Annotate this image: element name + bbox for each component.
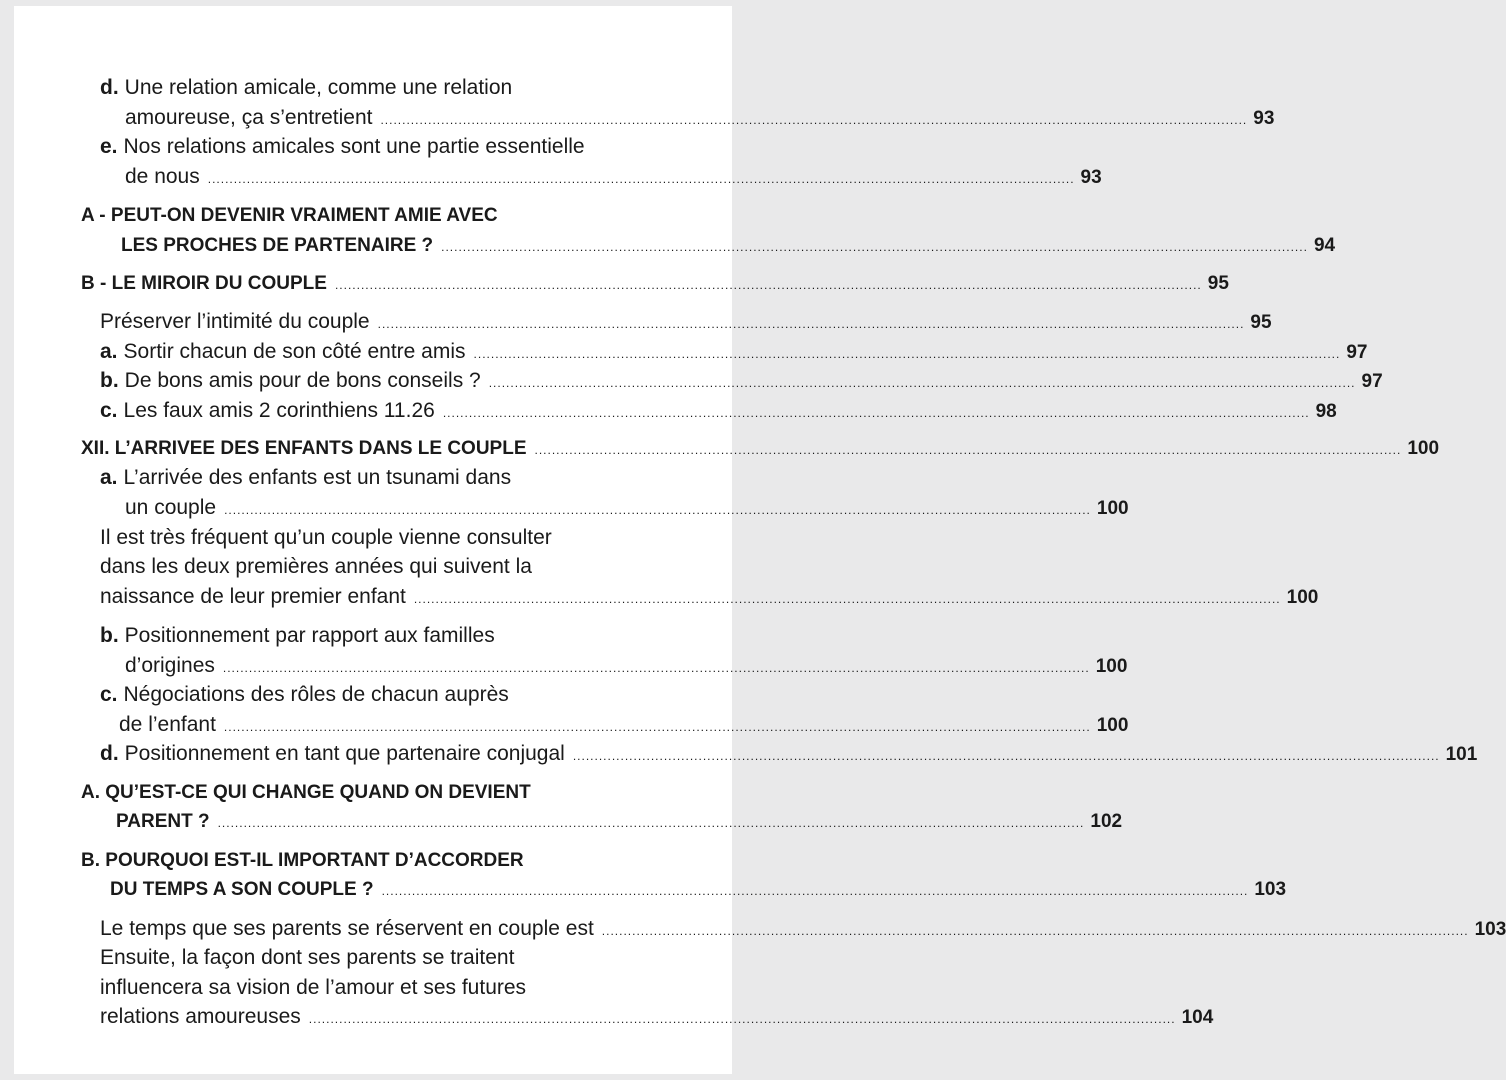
entry-text: Positionnement en tant que partenaire conjugal	[124, 742, 565, 765]
entry-text: Une relation amicale, comme une relation	[124, 76, 513, 99]
entry-label: e.	[100, 135, 118, 158]
page-number: 93	[1253, 108, 1275, 129]
toc-entry-continuation	[125, 493, 1129, 523]
toc-section-a-parent	[81, 778, 531, 808]
dot-leader: ........................................................................................................................................................................................................	[224, 503, 1091, 517]
entry-label: c.	[100, 683, 118, 706]
page-number: 93	[1080, 167, 1102, 188]
page-number: 98	[1315, 401, 1337, 422]
toc-chapter-xii	[81, 434, 1440, 464]
section-title: B. POURQUOI EST-IL IMPORTANT D’ACCORDER	[81, 850, 524, 871]
entry-label: d.	[100, 76, 119, 99]
toc-entry-e-relations-amicales	[100, 132, 585, 162]
entry-label: a.	[100, 340, 118, 363]
entry-text: L’arrivée des enfants est un tsunami dans	[123, 466, 512, 489]
toc-entry-c-negociations	[100, 680, 509, 710]
entry-text: Il est très fréquent qu’un couple vienne consulter	[100, 526, 552, 549]
entry-label: b.	[100, 624, 119, 647]
entry-text: amoureuse, ça s’entretient	[125, 106, 373, 129]
page-number: 97	[1361, 371, 1383, 392]
book-page	[14, 6, 1506, 1074]
section-title: PARENT ?	[116, 811, 210, 832]
toc-entry-intimite	[100, 307, 1272, 337]
toc-entry-c-faux-amis	[100, 396, 1337, 426]
page-number: 97	[1346, 342, 1368, 363]
page-number: 101	[1445, 744, 1478, 765]
toc-entry-d-partenaire	[100, 739, 1478, 769]
toc-entry-paragraph	[100, 582, 1319, 612]
dot-leader: ........................................................................................................................................................................................................	[442, 406, 1310, 420]
toc-section-continuation	[121, 231, 1336, 261]
dot-leader: ........................................................................................................................................................................................................	[441, 240, 1308, 254]
page-number: 100	[1286, 587, 1319, 608]
section-title: LES PROCHES DE PARTENAIRE ?	[121, 235, 434, 256]
toc-entry-continuation	[125, 162, 1102, 192]
entry-text: Les faux amis 2 corinthiens 11.26	[123, 399, 435, 422]
page-number: 100	[1407, 438, 1440, 459]
toc-entry-b-bons-amis	[100, 366, 1383, 396]
chapter-title: XII. L’ARRIVEE DES ENFANTS DANS LE COUPLE	[81, 438, 527, 459]
entry-label: d.	[100, 742, 119, 765]
entry-text: de l’enfant	[119, 713, 216, 736]
dot-leader: ........................................................................................................................................................................................................	[413, 592, 1281, 606]
dot-leader: ........................................................................................................................................................................................................	[223, 720, 1091, 734]
dot-leader: ........................................................................................................................................................................................................	[207, 172, 1075, 186]
dot-leader: ........................................................................................................................................................................................................	[217, 816, 1085, 830]
page-number: 104	[1181, 1007, 1214, 1028]
section-title: A. QU’EST-CE QUI CHANGE QUAND ON DEVIENT	[81, 782, 531, 803]
section-title: A - PEUT-ON DEVENIR VRAIMENT AMIE AVEC	[81, 205, 498, 226]
entry-text: de nous	[125, 165, 200, 188]
dot-leader: ........................................................................................................................................................................................................	[380, 113, 1248, 127]
entry-text: relations amoureuses	[100, 1005, 301, 1028]
page-number: 95	[1250, 312, 1272, 333]
page-number: 100	[1096, 498, 1129, 519]
toc-entry-paragraph	[100, 1002, 1214, 1032]
section-title: B - LE MIROIR DU COUPLE	[81, 273, 327, 294]
toc-section-continuation	[116, 807, 1123, 837]
toc-section-b-temps	[81, 846, 524, 876]
toc-entry-b-positionnement	[100, 621, 495, 651]
entry-text: naissance de leur premier enfant	[100, 585, 406, 608]
page-number: 102	[1090, 811, 1123, 832]
dot-leader: ........................................................................................................................................................................................................	[473, 347, 1341, 361]
toc-entry-continuation	[119, 710, 1129, 740]
page-number: 103	[1474, 919, 1506, 940]
toc-entry-temps-parents	[100, 914, 1506, 944]
toc-entry-a-sortir	[100, 337, 1368, 367]
dot-leader: ........................................................................................................................................................................................................	[222, 661, 1090, 675]
dot-leader: ........................................................................................................................................................................................................	[334, 278, 1202, 292]
toc-entry-paragraph	[100, 943, 514, 973]
toc-entry-paragraph	[100, 523, 552, 553]
dot-leader: ........................................................................................................................................................................................................	[308, 1012, 1176, 1026]
dot-leader: ........................................................................................................................................................................................................	[601, 924, 1469, 938]
entry-text: dans les deux premières années qui suivent la	[100, 555, 532, 578]
page-number: 95	[1207, 273, 1229, 294]
table-of-contents	[14, 6, 1506, 1074]
toc-entry-d-relation-amicale	[100, 73, 512, 103]
dot-leader: ........................................................................................................................................................................................................	[534, 443, 1402, 457]
page-number: 94	[1313, 235, 1336, 256]
entry-label: a.	[100, 466, 118, 489]
entry-text: Nos relations amicales sont une partie essentielle	[123, 135, 585, 158]
entry-text: De bons amis pour de bons conseils ?	[124, 369, 481, 392]
entry-text: Négociations des rôles de chacun auprès	[123, 683, 509, 706]
toc-section-b-miroir	[81, 269, 1229, 299]
toc-entry-continuation	[125, 651, 1128, 681]
toc-entry-paragraph	[100, 552, 532, 582]
toc-entry-paragraph	[100, 973, 526, 1003]
entry-text: Sortir chacun de son côté entre amis	[123, 340, 466, 363]
entry-text: Ensuite, la façon dont ses parents se traitent	[100, 946, 515, 969]
toc-section-a-amie	[81, 201, 498, 231]
entry-text: un couple	[125, 496, 217, 519]
entry-text: influencera sa vision de l’amour et ses futures	[100, 976, 527, 999]
entry-text: d’origines	[125, 654, 215, 677]
page-number: 100	[1096, 715, 1129, 736]
page-number: 103	[1254, 879, 1287, 900]
section-title: DU TEMPS A SON COUPLE ?	[110, 879, 374, 900]
entry-label: c.	[100, 399, 118, 422]
toc-entry-a-tsunami	[100, 463, 511, 493]
entry-text: Positionnement par rapport aux familles	[124, 624, 495, 647]
entry-label: b.	[100, 369, 119, 392]
dot-leader: ........................................................................................................................................................................................................	[572, 749, 1440, 763]
entry-text: Le temps que ses parents se réservent en couple est	[100, 917, 594, 940]
toc-entry-continuation	[125, 103, 1275, 133]
dot-leader: ........................................................................................................................................................................................................	[377, 317, 1245, 331]
entry-text: Préserver l’intimité du couple	[100, 310, 370, 333]
dot-leader: ........................................................................................................................................................................................................	[381, 884, 1249, 898]
toc-section-continuation	[110, 875, 1287, 905]
page-number: 100	[1095, 656, 1128, 677]
dot-leader: ........................................................................................................................................................................................................	[488, 376, 1356, 390]
